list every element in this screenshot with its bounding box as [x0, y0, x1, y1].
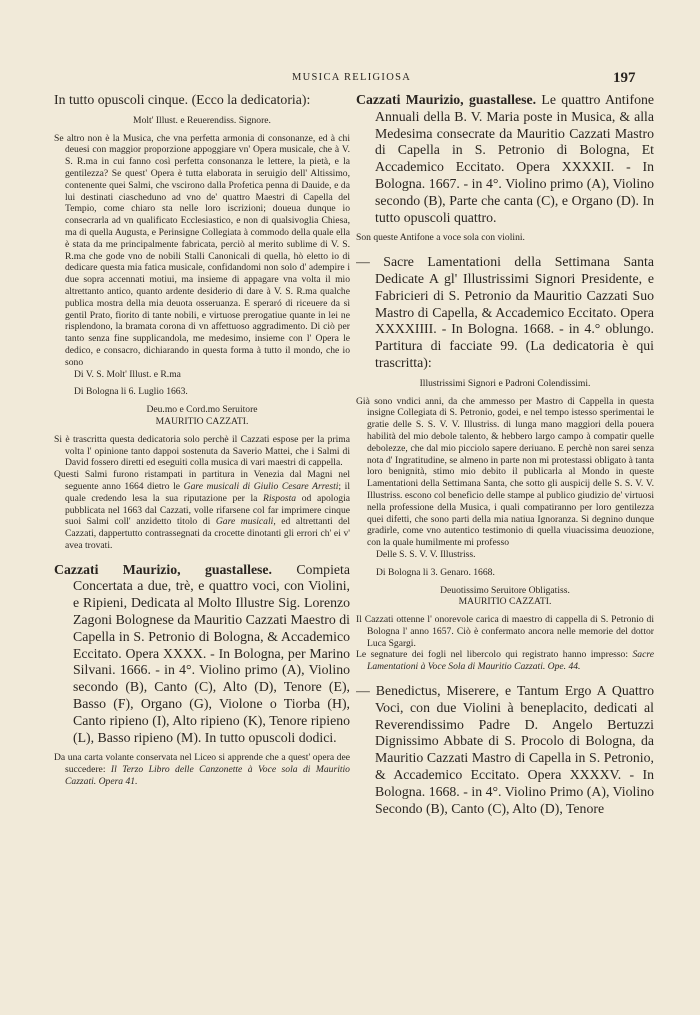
entry-author: Cazzati Maurizio, guastallese.: [54, 561, 273, 577]
catalog-entry: — Benedictus, Miserere, e Tantum Ergo A Quattro Voci, con due Violini à beneplacito, dedicati al Reverendissimo Padre D. Angelo Bertuzzi Dignissimo Abbate di S. Procolo di Bologna, da Mauritio Cazzati Mastro di Capella in S. Petronio, & Accademico Eccitato. Opera XXXXV. - In Bologna. 1668. - in 4°. Violino Primo (A), Violino Secondo (B), Canto (C), Alto (D), Tenore: [356, 683, 654, 816]
entry-author: Cazzati Maurizio, guastallese.: [356, 92, 537, 107]
catalog-entry: Cazzati Maurizio, guastallese. Le quattro Antifone Annuali della B. V. Maria poste in Musica, & alla Medesima consecrate da Mauritio Cazzati Mastro di Capella in S. Petronio di Bologna, Et Accademico Eccitato. Opera XXXXII. - In Bologna. 1667. - in 4°. Violino primo (A), Violino secondo (B), Parte che canta (C), e Organo (D). In tutto opuscoli quattro.: [356, 92, 654, 225]
note-paragraph: Si è trascritta questa dedicatoria solo perchè il Cazzati espose per la prima volta l' opinione tanto dappoi sostenuta da Saverio Mattei, che i Salmi di David fossero diretti ed eseguiti colla musica di vari maestri di cappella.: [54, 433, 350, 469]
dedication-salutation: Molt' Illust. e Reuerendiss. Signore.: [133, 114, 271, 126]
dedication-servant: Deuotissimo Seruitore Obligatiss.: [440, 584, 570, 596]
dedication-salutation: Illustrissimi Signori e Padroni Colendissimi.: [419, 377, 591, 389]
note-paragraph: Le segnature dei fogli nel libercolo qui registrato hanno impresso: Sacre Lamentationi à Voce Sola di Mauritio Cazzati. Ope. 44.: [356, 649, 654, 673]
dedication-closing: Di V. S. Molt' Illust. e R.ma: [74, 368, 181, 380]
note-paragraph: Il Cazzati ottenne l' onorevole carica di maestro di cappella di S. Petronio di Bologna l' anno 1657. Ciò è confermato ancora nelle memorie del dottor Luca Sgargi.: [356, 614, 654, 649]
dedication-letter: Già sono vndici anni, da che ammesso per Mastro di Cappella in questa insigne Collegiata di S. Petronio, godei, e nel tempo istesso sperimentai le gratie delle S. S. V. V. Illustriss. di lunga mano maggiori della pouera habilità del mio debole talento, & hebbero largo campo à compatir quelle debolezze, che dal mio picciolo sapere deriuano. E perchè non sarei senza nota d' Ingratitudine, se almeno in parte non mi protestassi obligato à tanta loro benignità, stimo mio debito il publicarla al Mondo in queste Lamentationi della Settimana Santa, che sotto gli auspicij delle S. S. V. V. Illustriss. escono col beneficio delle stampe al publico giudizio de' virtuosi nella professione della Musica, i quali compatiranno per loro gentilezza quei difetti, che sono parti della mia natiua Ignoranza. Si degnino dunque gradirle, come vno autentico testimonio di quella viuacissima deuozione, con la quale humilmente mi professo: [356, 395, 654, 549]
dedication-signature: MAURITIO CAZZATI.: [458, 596, 552, 608]
dedication-place-date: Di Bologna li 6. Luglio 1663.: [74, 386, 188, 398]
catalog-entry: Cazzati Maurizio, guastallese. Compieta Concertata a due, trè, e quattro voci, con Violini, e Ripieni, Dedicata al Molto Illustre Sig. Lorenzo Zagoni Bolognese da Mauritio Cazzati Maestro di Capella in S. Petronio di Bologna, & Accademico Eccitato. Opera XXXX. - In Bologna, per Marino Silvani. 1666. - in 4°. Violino primo (A), Violino secondo (B), Canto (C), Alto (D), Tenore (E), Basso (F), Organo (G), Violone o Tiorba (H), Canto ripieno (I), Alto ripieno (K), Tenore ripieno (L), Basso ripieno (M). In tutto opuscoli dodici.: [54, 561, 350, 745]
running-title: MUSICA RELIGIOSA: [292, 72, 412, 83]
page-header: [0, 70, 700, 90]
dedication-servant: Deu.mo e Cord.mo Seruitore: [146, 404, 258, 416]
dedication-letter: Se altro non è la Musica, che vna perfetta armonia di consonanze, ed à chi deuesi con maggior proporzione appoggiare vn' Opera musicale, che à V. S. R.ma in cui fanno così perfetta consonanza le lettere, la pietà, e la gentilezza? Se quest' Opera è tutta elaborata in seruigio dell' Altissimo, contenente quei Salmi, che vscirono dalla Profetica penna di Dauide, e da lui destinati ciascheduno ad vno de' quattro Maestri di Capella del Tempio, come chiaro sta nelle loro iscrizioni; doueua dunque io consecrarla ad vn qualificato Ecclesiastico, e non di qualsivoglia Chiesa, ma di quella Augusta, e Perinsigne Collegiata à commodo della quale ella è stata da me principalmente fabricata, perciò al merito sublime di V. S. R.ma che gode vno de nobili Stalli Canonicali di quella, hò eletto io di dedicare questa mia fatica musicale, confidandomi non solo d' adempire i due sopra accennati motiui, ma insieme di appagare vna volta il mio altrettanto antico, quanto ardente desiderio di dare à V. S. R.ma qualche publica mostra della mia deuota osseruanza. E speraró di riceuere da sì gentil Prato, fiorito di tante nobili, e virtuose prerogatiue quante in lei ne risplendono, la bramata corona di vn affettuoso aggradimento. Di ciò per tanto senza fine supplicandola, me medesimo, insieme con l' Opera le dedico, e consacro, dichiarando in questa forma à tutto il mondo, che io sono: [54, 132, 350, 368]
dedication-closing: Delle S. S. V. V. Illustriss.: [376, 548, 476, 560]
note-paragraph: Da una carta volante conservata nel Liceo si apprende che a quest' opera dee succedere: Il Terzo Libro delle Canzonette à Voce sola di Mauritio Cazzati. Opera 41.: [54, 752, 350, 788]
note-paragraph: Son queste Antifone a voce sola con violini.: [356, 232, 525, 244]
dedication-place-date: Di Bologna li 3. Genaro. 1668.: [376, 566, 495, 578]
page-number: 197: [613, 70, 636, 86]
catalog-entry: — Sacre Lamentationi della Settimana Santa Dedicate A gl' Illustrissimi Signori Presidente, e Fabricieri di S. Petronio da Mauritio Cazzati Suo Mastro di Capella, & Accademico Eccitato. Opera XXXXIIII. - In Bologna. 1668. - in 4.° oblungo. Partitura di facciate 99. (La dedicatoria è qui trascritta):: [356, 254, 654, 370]
note-paragraph: Questi Salmi furono ristampati in partitura in Venezia dal Magni nel seguente anno 1664 dietro le Gare musicali di Giulio Cesare Arresti; il quale credendo lesa la sua riputazione per la Risposta od apologia pubblicata nel 1663 dal Cazzati, volle rifarsene col far imprimere cinque suoi Salmi coll' anzidetto titolo di Gare musicali, ed altrettanti del Cazzati, dappertutto contrassegnati da crocette dinotanti gli errori ch' ei v' avea trovati.: [54, 469, 350, 551]
intro-paragraph: In tutto opuscoli cinque. (Ecco la dedicatoria):: [54, 92, 311, 107]
left-column: [54, 92, 350, 1012]
dedication-signature: MAURITIO CAZZATI.: [155, 415, 249, 427]
right-column: [356, 92, 654, 1012]
